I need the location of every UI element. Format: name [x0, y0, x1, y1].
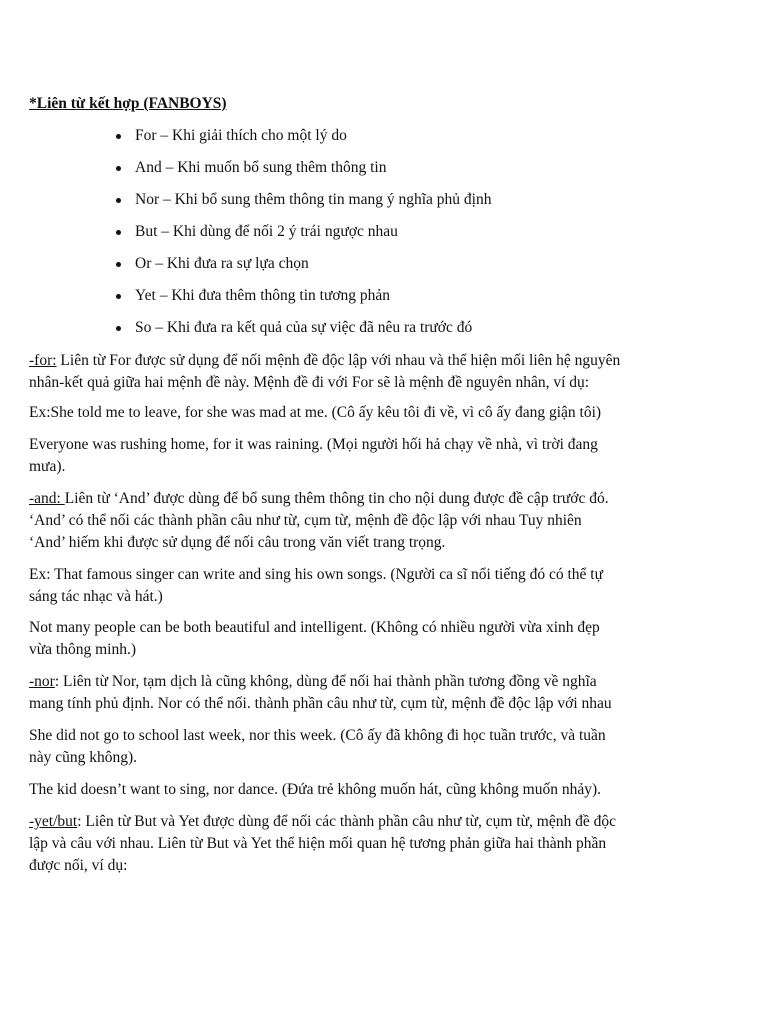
and-line-3: ‘And’ hiếm khi được sử dụng để nối câu trong văn viết trang trọng. — [29, 534, 446, 551]
for-line-1: Liên từ For được sử dụng để nối mệnh đề độc lập với nhau và thể hiện mối liên hệ nguyên — [56, 352, 621, 369]
and-paragraph — [29, 488, 689, 554]
and-example-2 — [29, 617, 689, 661]
and-example-2-line-1: Not many people can be both beautiful and intelligent. (Không có nhiều người vừa xinh đẹp — [29, 619, 600, 636]
section-heading: *Liên từ kết hợp (FANBOYS) — [29, 95, 227, 112]
list-item-for: For – Khi giải thích cho một lý do — [115, 124, 491, 156]
nor-example-1-line-2: này cũng không). — [29, 749, 138, 766]
and-label: -and: — [29, 490, 65, 507]
yetbut-paragraph — [29, 811, 689, 877]
list-item-but: But – Khi dùng để nối 2 ý trái ngược nhau — [115, 220, 491, 252]
and-line-2: ‘And’ có thể nối các thành phần câu như từ, cụm từ, mệnh đề độc lập với nhau Tuy nhiên — [29, 512, 582, 529]
yetbut-line-2: lập và câu với nhau. Liên từ But và Yet thể hiện mối quan hệ tương phản giữa hai thành phần — [29, 835, 607, 852]
nor-example-2: The kid doesn’t want to sing, nor dance. (Đứa trẻ không muốn hát, cũng không muốn nhảy). — [29, 781, 602, 798]
for-example-2 — [29, 434, 689, 478]
fanboys-list — [115, 124, 491, 348]
and-example-1-line-2: sáng tác nhạc và hát.) — [29, 588, 163, 605]
nor-line-1: : Liên từ Nor, tạm dịch là cũng không, dùng để nối hai thành phần tương đồng về nghĩa — [54, 673, 597, 690]
yetbut-label: -yet/but — [29, 813, 78, 830]
for-label: -for: — [29, 352, 57, 369]
nor-line-2: mang tính phủ định. Nor có thể nối. thành phần câu như từ, cụm từ, mệnh đề độc lập với nhau — [29, 695, 612, 712]
list-item-yet: Yet – Khi đưa thêm thông tin tương phản — [115, 284, 491, 316]
yetbut-line-3: được nối, ví dụ: — [29, 857, 128, 874]
list-item-nor: Nor – Khi bổ sung thêm thông tin mang ý nghĩa phủ định — [115, 188, 491, 220]
yetbut-line-1: : Liên từ But và Yet được dùng để nối các thành phần câu như từ, cụm từ, mệnh đề độc — [77, 813, 616, 830]
for-example-2-line-2: mưa). — [29, 458, 66, 475]
and-example-2-line-2: vừa thông minh.) — [29, 641, 136, 658]
for-paragraph — [29, 350, 689, 394]
nor-paragraph — [29, 671, 689, 715]
and-example-1-line-1: Ex: That famous singer can write and sing his own songs. (Người ca sĩ nổi tiếng đó có thể tự — [29, 566, 604, 583]
list-item-and: And – Khi muốn bổ sung thêm thông tin — [115, 156, 491, 188]
for-line-2: nhân-kết quả giữa hai mệnh đề này. Mệnh đề đi với For sẽ là mệnh đề nguyên nhân, ví dụ: — [29, 374, 590, 391]
and-line-1: Liên từ ‘And’ được dùng để bổ sung thêm thông tin cho nội dung được đề cập trước đó. — [64, 490, 609, 507]
nor-example-1-line-1: She did not go to school last week, nor this week. (Cô ấy đã không đi học tuần trước, và tuần — [29, 727, 606, 744]
for-example-2-line-1: Everyone was rushing home, for it was raining. (Mọi người hối hả chạy về nhà, vì trời đang — [29, 436, 598, 453]
nor-example-1 — [29, 725, 689, 769]
nor-label: -nor — [29, 673, 55, 690]
list-item-so: So – Khi đưa ra kết quả của sự việc đã nêu ra trước đó — [115, 316, 491, 348]
for-example-1: Ex:She told me to leave, for she was mad at me. (Cô ấy kêu tôi đi về, vì cô ấy đang giận tôi) — [29, 404, 602, 421]
and-example-1 — [29, 564, 689, 608]
list-item-or: Or – Khi đưa ra sự lựa chọn — [115, 252, 491, 284]
